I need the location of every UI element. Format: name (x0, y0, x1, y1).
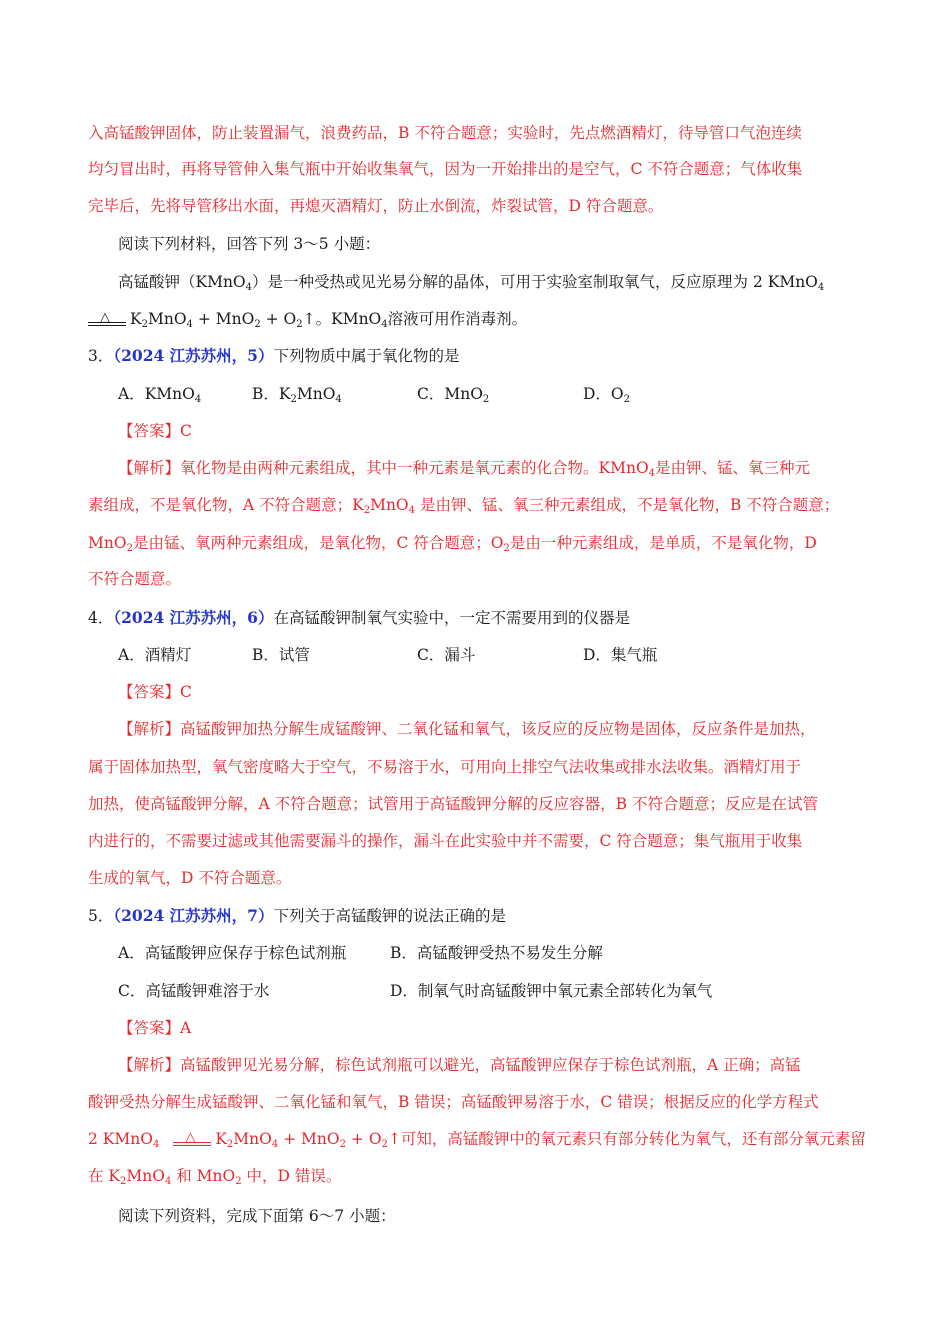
analysis-line: 入高锰酸钾固体，防止装置漏气，浪费药品，B 不符合题意；实验时，先点燃酒精灯，待导管口气泡连续 (88, 124, 802, 142)
q5-analysis-line: 2 KMnO$_4$ △ $K_2MnO_4 + MnO_2$ + $O_2↑$可知，高锰酸钾中的氧元素只有部分转化为氧气，还有部分氧元素留 (88, 1130, 866, 1150)
q5-option-a: A．高锰酸钾应保存于棕色试剂瓶 (118, 944, 347, 962)
q3-answer: 【答案】C (118, 422, 192, 440)
q5-answer: 【答案】A (118, 1019, 192, 1037)
q4-analysis-line: 内进行的，不需要过滤或其他需要漏斗的操作，漏斗在此实验中并不需要，C 符合题意；集气瓶用于收集 (88, 832, 803, 850)
q4-option-b: B．试管 (252, 646, 310, 664)
heat-delta-symbol: △ (88, 309, 126, 331)
heat-delta-symbol: △ (173, 1129, 211, 1151)
reaction-equation: △ $K_2MnO_4 + MnO_2$ + $O_2↑$。KMnO$_4$溶液可用作消毒剂。 (88, 308, 878, 331)
q3-option-d: D．$O_2$ (583, 385, 631, 405)
q4-answer: 【答案】C (118, 683, 192, 701)
question-source: （2024 江苏苏州，7） (113, 906, 274, 925)
q5-option-d: D．制氧气时高锰酸钾中氧元素全部转化为氧气 (390, 982, 713, 1000)
analysis-line: 均匀冒出时，再将导管伸入集气瓶中开始收集氧气，因为一开始排出的是空气，C 不符合题意；气体收集 (88, 160, 803, 178)
q3-analysis-line: MnO$_2$是由锰、氧两种元素组成，是氧化物，C 符合题意；$O_2$是由一种元素组成，是单质，不是氧化物，D (88, 534, 817, 554)
q5-option-b: B．高锰酸钾受热不易发生分解 (390, 944, 603, 962)
q5-analysis-line: 酸钾受热分解生成锰酸钾、二氧化锰和氧气，B 错误；高锰酸钾易溶于水，C 错误；根据反应的化学方程式 (88, 1093, 819, 1111)
q3-option-b: B．$K_2MnO_4$ (252, 385, 342, 405)
section-intro: 阅读下列资料，完成下面第 6～7 小题： (118, 1207, 396, 1225)
question-source: （2024 江苏苏州，6） (113, 608, 274, 627)
q4-analysis-line: 生成的氧气，D 不符合题意。 (88, 869, 292, 887)
q5-analysis-line: 【解析】高锰酸钾见光易分解，棕色试剂瓶可以避光，高锰酸钾应保存于棕色试剂瓶，A 正确；高锰 (118, 1056, 801, 1074)
q3-analysis-line: 素组成，不是氧化物，A 不符合题意；$K_2MnO_4$ 是由钾、锰、氧三种元素组成，不是氧化物，B 不符合题意； (88, 496, 840, 516)
q4-option-c: C．漏斗 (417, 646, 476, 664)
question-source: （2024 江苏苏州，5） (113, 346, 274, 365)
q3-option-c: C．MnO$_2$ (417, 385, 490, 405)
analysis-line: 完毕后，先将导管移出水面，再熄灭酒精灯，防止水倒流，炸裂试管，D 符合题意。 (88, 197, 664, 215)
q5-option-c: C．高锰酸钾难溶于水 (118, 982, 270, 1000)
q4-analysis-line: 【解析】高锰酸钾加热分解生成锰酸钾、二氧化锰和氧气，该反应的反应物是固体，反应条件是加热， (118, 720, 816, 738)
q3-analysis-line: 【解析】氧化物是由两种元素组成，其中一种元素是氧元素的化合物。KMnO$_4$是由钾、锰、氧三种元 (118, 459, 811, 479)
material-paragraph: 高锰酸钾（KMnO$_4$）是一种受热或见光易分解的晶体，可用于实验室制取氧气，反应原理为 2 KMnO$_4$ (118, 273, 825, 293)
question-4-stem: 4．（2024 江苏苏州，6）在高锰酸钾制氧气实验中，一定不需要用到的仪器是 (88, 608, 630, 627)
q4-option-d: D．集气瓶 (583, 646, 658, 664)
q4-analysis-line: 加热，使高锰酸钾分解，A 不符合题意；试管用于高锰酸钾分解的反应容器，B 不符合题意；反应是在试管 (88, 795, 818, 813)
question-5-stem: 5．（2024 江苏苏州，7）下列关于高锰酸钾的说法正确的是 (88, 906, 506, 925)
q4-option-a: A．酒精灯 (118, 646, 192, 664)
question-3-stem: 3．（2024 江苏苏州，5）下列物质中属于氧化物的是 (88, 346, 460, 365)
q4-analysis-line: 属于固体加热型，氧气密度略大于空气，不易溶于水，可用向上排空气法收集或排水法收集。酒精灯用于 (88, 758, 802, 776)
q3-analysis-line: 不符合题意。 (88, 570, 182, 588)
section-intro: 阅读下列材料，回答下列 3～5 小题： (118, 235, 381, 253)
q5-analysis-line: 在 $K_2MnO_4$ 和 MnO$_2$ 中，D 错误。 (88, 1167, 342, 1187)
q3-option-a: A．KMnO$_4$ (118, 385, 202, 405)
